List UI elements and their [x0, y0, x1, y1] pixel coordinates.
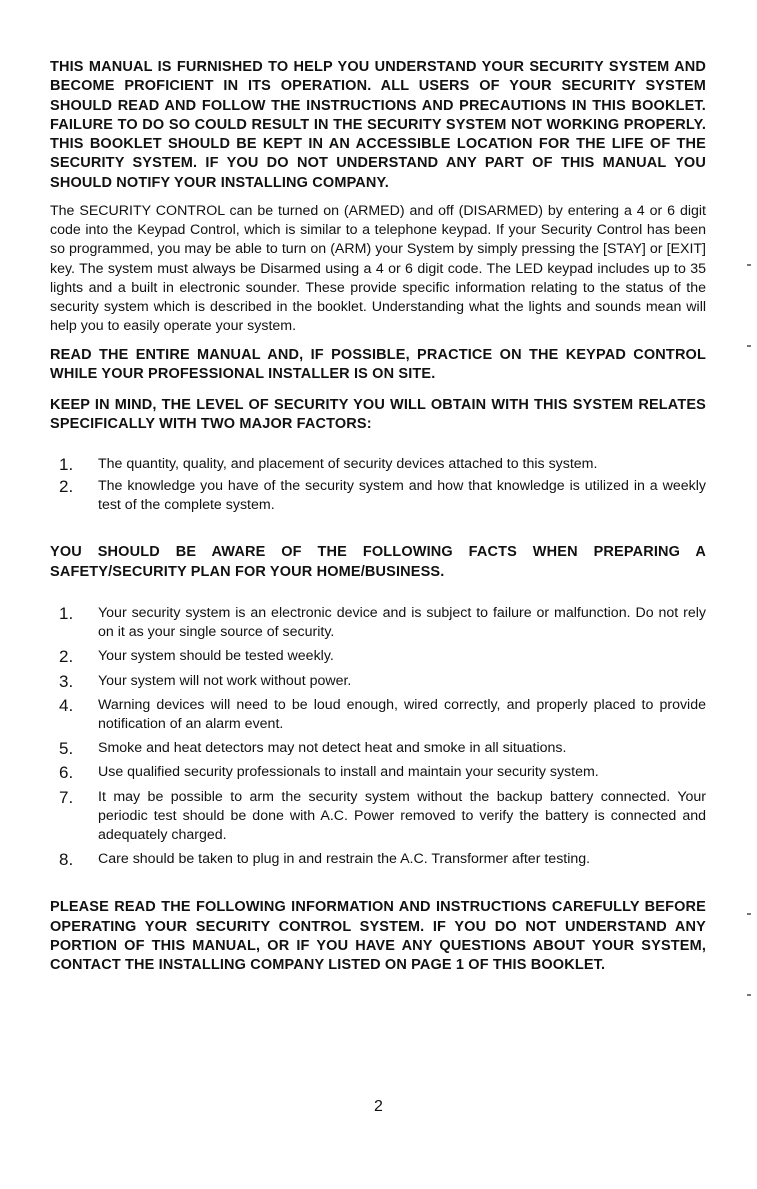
list-item-text: Your security system is an electronic device and is subject to failure or malfunction. Do not rely on it as your single source of security. — [98, 604, 706, 641]
list-item-number: 5. — [59, 739, 74, 759]
scan-speck — [747, 994, 751, 996]
list-item-number: 7. — [59, 787, 74, 807]
list-item — [50, 696, 706, 734]
read-manual-notice: READ THE ENTIRE MANUAL AND, IF POSSIBLE, PRACTICE ON THE KEYPAD CONTROL WHILE YOUR PROFESSIONAL INSTALLER IS ON SITE. — [50, 346, 706, 382]
list-item-text: The quantity, quality, and placement of security devices attached to this system. — [98, 455, 598, 472]
list-item-number: 2. — [59, 647, 74, 667]
list-item-text: Your system should be tested weekly. — [98, 648, 334, 665]
list-item — [50, 455, 706, 474]
list-item-number: 2. — [59, 476, 74, 496]
list-item-text: Smoke and heat detectors may not detect heat and smoke in all situations. — [98, 740, 567, 757]
list-item-number: 3. — [59, 671, 74, 691]
list-item-number: 1. — [59, 603, 74, 623]
list-item-number: 8. — [59, 850, 74, 870]
page-number: 2 — [374, 1098, 383, 1115]
safety-facts-list — [50, 604, 706, 869]
list-item — [50, 763, 706, 782]
list-item — [50, 739, 706, 758]
list-item-text: Warning devices will need to be loud enough, wired correctly, and properly placed to provide notification of an alarm event. — [98, 696, 706, 732]
be-aware-notice: YOU SHOULD BE AWARE OF THE FOLLOWING FACTS WHEN PREPARING A SAFETY/SECURITY PLAN FOR YOUR HOME/BUSINESS. — [50, 544, 706, 580]
security-control-paragraph: The SECURITY CONTROL can be turned on (ARMED) and off (DISARMED) by entering a 4 or 6 digit code into the Keypad Control, which is similar to a telephone keypad. If your Security Control has been so programmed, you may be able to turn on (ARM) your System by simply pressing the [STAY] or [EXIT] key. The system must always be Disarmed using a 4 or 6 digit code. The LED keypad includes up to 35 lights and a built in electronic sounder. These provide specific information relating to the status of the security system which is described in the booklet. Understanding what the lights and sounds mean will help you to easily operate your system. — [50, 203, 706, 335]
intro-notice: THIS MANUAL IS FURNISHED TO HELP YOU UNDERSTAND YOUR SECURITY SYSTEM AND BECOME PROFICIENT IN ITS OPERATION. ALL USERS OF YOUR SECURITY SYSTEM SHOULD READ AND FOLLOW THE INSTRUCTIONS AND PRECAUTIONS IN THIS BOOKLET. FAILURE TO DO SO COULD RESULT IN THE SECURITY SYSTEM NOT WORKING PROPERLY. THIS BOOKLET SHOULD BE KEPT IN AN ACCESSIBLE LOCATION FOR THE LIFE OF THE SECURITY SYSTEM. IF YOU DO NOT UNDERSTAND ANY PART OF THIS MANUAL YOU SHOULD NOTIFY YOUR INSTALLING COMPANY. — [50, 59, 706, 191]
list-item-text: It may be possible to arm the security system without the backup battery connected. Your periodic test should be done with A.C. Power removed to verify the battery is connected and adequately charged. — [98, 788, 706, 843]
list-item-text: Use qualified security professionals to install and maintain your security system. — [98, 764, 599, 781]
list-item-text: The knowledge you have of the security system and how that knowledge is utilized in a weekly test of the complete system. — [98, 477, 706, 514]
list-item — [50, 788, 706, 846]
list-item — [50, 477, 706, 515]
scan-speck — [747, 264, 751, 266]
list-item — [50, 604, 706, 642]
list-item — [50, 672, 706, 691]
list-item — [50, 647, 706, 666]
list-item-text: Care should be taken to plug in and restrain the A.C. Transformer after testing. — [98, 851, 591, 868]
major-factors-list — [50, 455, 706, 516]
please-read-notice: PLEASE READ THE FOLLOWING INFORMATION AND INSTRUCTIONS CAREFULLY BEFORE OPERATING YOUR SECURITY CONTROL SYSTEM. IF YOU DO NOT UNDERSTAND ANY PORTION OF THIS MANUAL, OR IF YOU HAVE ANY QUESTIONS ABOUT YOUR SYSTEM, CONTACT THE INSTALLING COMPANY LISTED ON PAGE 1 OF THIS BOOKLET. — [50, 899, 706, 974]
scan-speck — [747, 345, 751, 347]
list-item-number: 6. — [59, 763, 74, 783]
list-item-number: 1. — [59, 454, 74, 474]
list-item-text: Your system will not work without power. — [98, 672, 352, 689]
list-item — [50, 850, 706, 869]
list-item-number: 4. — [59, 695, 74, 715]
manual-page — [50, 58, 706, 976]
scan-speck — [747, 913, 751, 915]
keep-in-mind-notice: KEEP IN MIND, THE LEVEL OF SECURITY YOU WILL OBTAIN WITH THIS SYSTEM RELATES SPECIFICALLY WITH TWO MAJOR FACTORS: — [50, 397, 706, 433]
